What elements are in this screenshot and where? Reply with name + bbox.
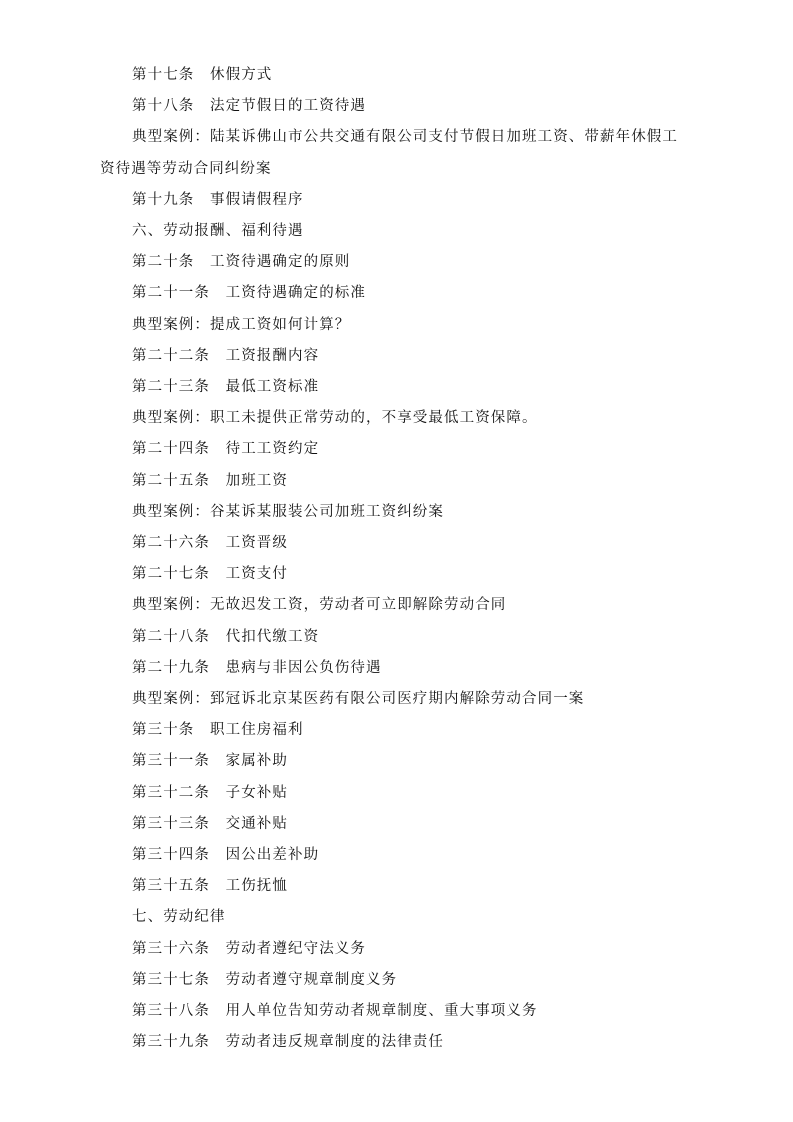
section-heading: 七、劳动纪律: [132, 909, 226, 926]
toc-entry: 第二十九条 患病与非因公负伤待遇: [132, 659, 382, 676]
toc-entry: 第十七条 休假方式: [132, 67, 273, 83]
toc-entry: 第三十条 职工住房福利: [132, 722, 304, 739]
toc-entry: 第二十七条 工资支付: [132, 566, 288, 583]
toc-entry: 第三十一条 家属补助: [132, 753, 288, 770]
toc-entry: 第三十九条 劳动者违反规章制度的法律责任: [132, 1034, 444, 1051]
table-of-contents: [100, 60, 700, 1059]
toc-entry: 第二十条 工资待遇确定的原则: [132, 254, 351, 271]
toc-entry: 第二十三条 最低工资标准: [132, 379, 320, 396]
toc-entry: 第三十八条 用人单位告知劳动者规章制度、重大事项义务: [132, 1003, 538, 1020]
toc-entry: 第十九条 事假请假程序: [132, 191, 304, 208]
case-entry: 典型案例：职工未提供正常劳动的，不享受最低工资保障。: [132, 410, 538, 427]
toc-entry: 第三十七条 劳动者遵守规章制度义务: [132, 971, 398, 988]
toc-entry: 第二十二条 工资报酬内容: [132, 347, 320, 364]
toc-entry: 第二十一条 工资待遇确定的标准: [132, 285, 366, 302]
toc-entry: 第三十五条 工伤抚恤: [132, 878, 288, 895]
toc-entry: 第三十四条 因公出差补助: [132, 847, 320, 864]
case-entry-continuation: 资待遇等劳动合同纠纷案: [100, 160, 272, 177]
case-entry: 典型案例：郅冠诉北京某医药有限公司医疗期内解除劳动合同一案: [132, 691, 585, 708]
toc-entry: 第二十五条 加班工资: [132, 472, 288, 489]
toc-entry: 第二十四条 待工工资约定: [132, 441, 320, 458]
case-entry: 典型案例：无故迟发工资，劳动者可立即解除劳动合同: [132, 597, 507, 614]
toc-entry: 第二十六条 工资晋级: [132, 535, 288, 552]
toc-entry: 第三十六条 劳动者遵纪守法义务: [132, 940, 366, 957]
toc-entry: 第十八条 法定节假日的工资待遇: [132, 98, 366, 115]
case-entry: 典型案例：提成工资如何计算？: [132, 316, 351, 333]
case-entry: 典型案例：陆某诉佛山市公共交通有限公司支付节假日加班工资、带薪年休假工: [132, 129, 678, 146]
toc-entry: 第三十二条 子女补贴: [132, 784, 288, 801]
toc-entry: 第二十八条 代扣代缴工资: [132, 628, 320, 645]
toc-entry: 第三十三条 交通补贴: [132, 815, 288, 832]
case-entry: 典型案例：谷某诉某服装公司加班工资纠纷案: [132, 503, 444, 520]
section-heading: 六、劳动报酬、福利待遇: [132, 223, 304, 240]
